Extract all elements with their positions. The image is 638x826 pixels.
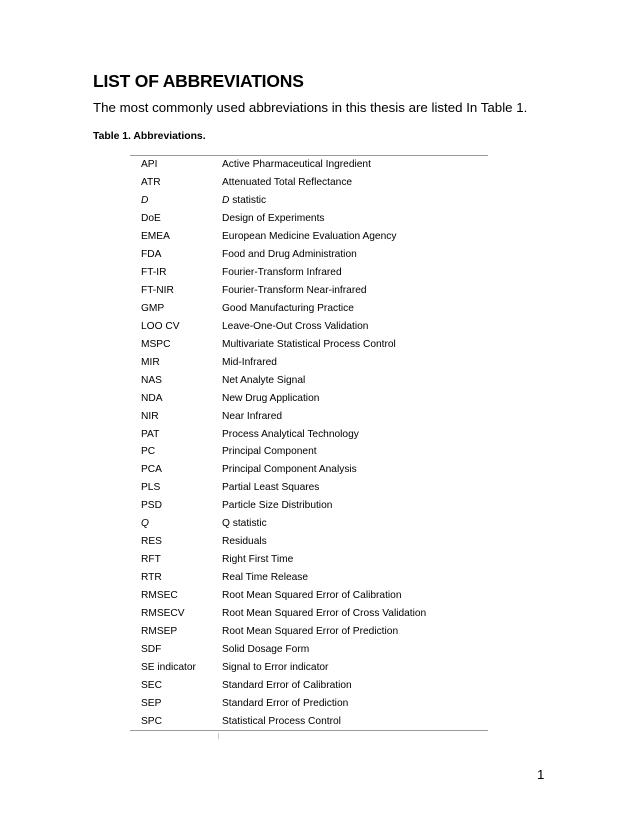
definition-cell [222, 551, 488, 569]
definition-cell [222, 264, 488, 282]
table-row [130, 497, 488, 515]
definition-text: Net Analyte Signal [222, 374, 306, 386]
table-row [130, 335, 488, 353]
definition-cell [222, 694, 488, 712]
definition-text: Standard Error of Calibration [222, 679, 352, 691]
definition-cell [222, 712, 488, 730]
abbreviations-table [130, 155, 488, 731]
abbreviation-cell: SEP [141, 697, 162, 709]
abbreviation-cell: ATR [141, 177, 161, 189]
table-row [130, 210, 488, 228]
definition-text: Good Manufacturing Practice [222, 302, 354, 314]
definition-cell [222, 282, 488, 300]
page-number: 1 [537, 767, 545, 782]
abbreviation-cell: SDF [141, 643, 162, 655]
table-row [130, 156, 488, 174]
definition-cell [222, 300, 488, 318]
table-row [130, 604, 488, 622]
table-row [130, 622, 488, 640]
abbreviation-cell: MSPC [141, 338, 171, 350]
definition-cell [222, 371, 488, 389]
abbreviation-cell: Q [141, 518, 149, 530]
definition-cell [222, 640, 488, 658]
column-divider-stub [218, 733, 219, 739]
definition-text: Real Time Release [222, 572, 309, 584]
definition-cell [222, 676, 488, 694]
abbreviation-cell: MIR [141, 356, 160, 368]
definition-cell [222, 604, 488, 622]
definition-text: Standard Error of Prediction [222, 697, 349, 709]
table-row [130, 353, 488, 371]
definition-cell [222, 228, 488, 246]
table-row [130, 569, 488, 587]
definition-text: Process Analytical Technology [222, 428, 359, 440]
abbreviation-cell: GMP [141, 302, 165, 314]
definition-emphasis: D [222, 195, 230, 207]
table-row [130, 407, 488, 425]
definition-text: Root Mean Squared Error of Cross Validation [222, 607, 427, 619]
intro-paragraph: The most commonly used abbreviations in this thesis are listed In Table 1. [93, 100, 528, 115]
definition-text: Active Pharmaceutical Ingredient [222, 159, 371, 171]
definition-cell [222, 587, 488, 605]
abbreviation-cell: PCA [141, 464, 162, 476]
table-row [130, 425, 488, 443]
definition-text: Particle Size Distribution [222, 500, 333, 512]
abbreviation-cell: PAT [141, 428, 160, 440]
table-row [130, 228, 488, 246]
definition-cell [222, 389, 488, 407]
table-bottom-rule [130, 731, 488, 732]
abbreviation-cell: RFT [141, 554, 161, 566]
abbreviation-cell: RES [141, 536, 162, 548]
abbreviation-cell: SE indicator [141, 661, 196, 673]
definition-cell [222, 425, 488, 443]
abbreviation-cell: PC [141, 446, 156, 458]
table-row [130, 694, 488, 712]
abbreviation-cell: RMSEC [141, 589, 178, 601]
table-caption: Table 1. Abbreviations. [93, 131, 206, 142]
table-row [130, 174, 488, 192]
page-title: LIST OF ABBREVIATIONS [93, 71, 304, 91]
definition-cell [222, 569, 488, 587]
definition-cell [222, 443, 488, 461]
table-row [130, 676, 488, 694]
definition-cell [222, 533, 488, 551]
abbreviation-cell: RMSECV [141, 607, 185, 619]
definition-text: Partial Least Squares [222, 482, 320, 494]
definition-text: Root Mean Squared Error of Calibration [222, 589, 402, 601]
abbreviation-cell: NDA [141, 392, 163, 404]
definition-text: Mid-Infrared [222, 356, 277, 368]
table-row [130, 533, 488, 551]
table-row [130, 371, 488, 389]
definition-cell [222, 479, 488, 497]
definition-cell [222, 192, 488, 210]
definition-text: statistic [229, 195, 267, 207]
abbreviation-cell: DoE [141, 213, 161, 225]
table-row [130, 317, 488, 335]
abbreviation-cell: EMEA [141, 231, 170, 243]
definition-text: Q statistic [222, 518, 267, 530]
table-row [130, 192, 488, 210]
abbreviation-cell: SEC [141, 679, 162, 691]
definition-text: Fourier-Transform Near-infrared [222, 285, 367, 297]
table-row [130, 551, 488, 569]
definition-text: Root Mean Squared Error of Prediction [222, 625, 399, 637]
table-row [130, 658, 488, 676]
table-row [130, 443, 488, 461]
table-row [130, 461, 488, 479]
abbreviation-cell: PSD [141, 500, 162, 512]
definition-text: Principal Component Analysis [222, 464, 357, 476]
abbreviation-cell: API [141, 159, 158, 171]
definition-text: Signal to Error indicator [222, 661, 329, 673]
definition-text: Residuals [222, 536, 267, 548]
abbreviation-cell: NAS [141, 374, 162, 386]
table-row [130, 515, 488, 533]
definition-cell [222, 335, 488, 353]
definition-cell [222, 246, 488, 264]
definition-text: Right First Time [222, 554, 294, 566]
abbreviation-cell: RMSEP [141, 625, 178, 637]
abbreviation-cell: D [141, 195, 149, 207]
table-row [130, 587, 488, 605]
abbreviation-cell: LOO CV [141, 320, 180, 332]
table-row [130, 712, 488, 730]
definition-text: Design of Experiments [222, 213, 325, 225]
definition-cell [222, 174, 488, 192]
abbreviation-cell: PLS [141, 482, 161, 494]
definition-cell [222, 353, 488, 371]
definition-text: Near Infrared [222, 410, 283, 422]
table-row [130, 640, 488, 658]
definition-cell [222, 658, 488, 676]
definition-cell [222, 497, 488, 515]
definition-cell [222, 317, 488, 335]
table-row [130, 246, 488, 264]
table-row [130, 264, 488, 282]
definition-cell [222, 210, 488, 228]
abbreviation-cell: SPC [141, 715, 162, 727]
table-row [130, 300, 488, 318]
definition-cell [222, 622, 488, 640]
abbreviation-cell: FDA [141, 249, 162, 261]
definition-text: Multivariate Statistical Process Control [222, 338, 396, 350]
definition-text: Solid Dosage Form [222, 643, 310, 655]
table-row [130, 282, 488, 300]
abbreviation-cell: FT-IR [141, 267, 167, 279]
definition-text: Principal Component [222, 446, 317, 458]
definition-cell [222, 156, 488, 174]
table-row [130, 389, 488, 407]
definition-text: Attenuated Total Reflectance [222, 177, 353, 189]
abbreviation-cell: NIR [141, 410, 159, 422]
definition-text: New Drug Application [222, 392, 320, 404]
definition-cell [222, 461, 488, 479]
abbreviation-cell: RTR [141, 572, 162, 584]
definition-text: Food and Drug Administration [222, 249, 357, 261]
abbreviation-cell: FT-NIR [141, 285, 174, 297]
definition-text: Fourier-Transform Infrared [222, 267, 342, 279]
table-row [130, 479, 488, 497]
definition-text: European Medicine Evaluation Agency [222, 231, 397, 243]
definition-text: Leave-One-Out Cross Validation [222, 320, 369, 332]
definition-cell [222, 407, 488, 425]
definition-cell [222, 515, 488, 533]
definition-text: Statistical Process Control [222, 715, 341, 727]
